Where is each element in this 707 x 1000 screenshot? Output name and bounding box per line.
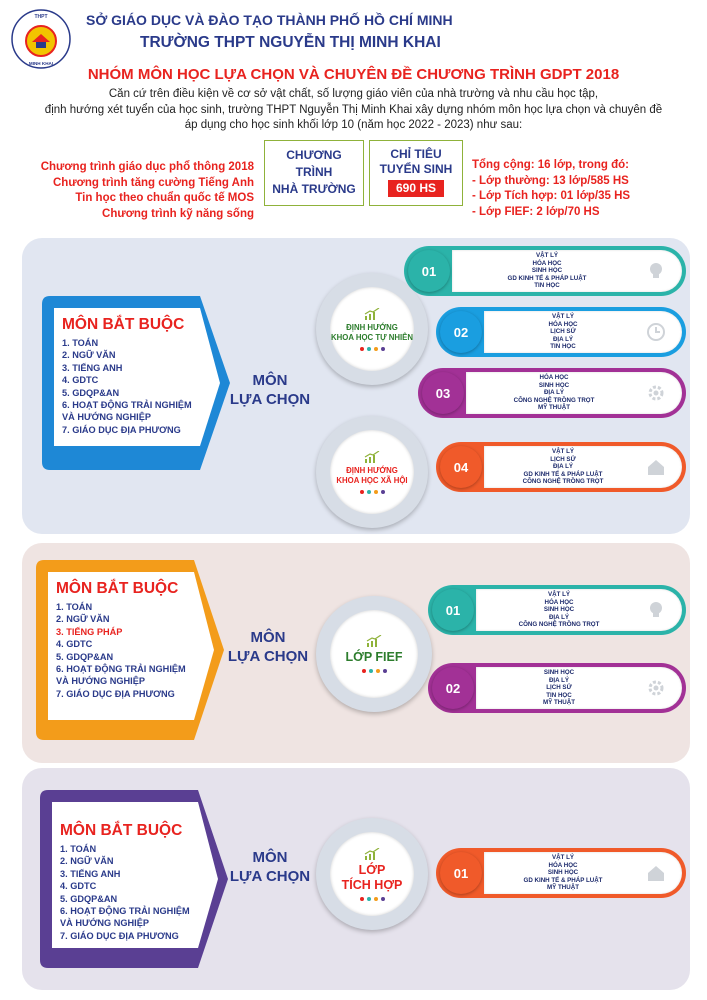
subject-item: HÓA HỌC: [532, 259, 562, 267]
group-number: 03: [422, 372, 464, 414]
program-list: [6, 160, 254, 222]
orientation-line: KHOA HỌC XÃ HỘI: [336, 475, 408, 485]
enrollment-quota-box: [369, 140, 463, 206]
required-title: MÔN BẮT BUỘC: [60, 822, 183, 839]
elective-label-line: LỰA CHỌN: [227, 648, 309, 665]
subject-item: ĐỊA LÝ: [552, 463, 574, 471]
subject-item: SINH HỌC: [547, 869, 579, 877]
required-item: VÀ HƯỚNG NGHIỆP: [62, 412, 151, 423]
subject-item: HÓA HỌC: [548, 320, 578, 328]
required-item: 2. NGỮ VĂN: [62, 350, 116, 361]
home-icon: [646, 457, 666, 477]
subject-item: CÔNG NGHỆ TRỒNG TRỌT: [513, 396, 595, 404]
group-subjects: [476, 667, 642, 709]
subject-group-03: [418, 368, 686, 418]
program-item: Tin học theo chuẩn quốc tế MOS: [75, 192, 254, 204]
program-item: Chương trình giáo dục phổ thông 2018: [40, 161, 254, 173]
intro-line: định hướng xét tuyển của học sinh, trường THPT Nguyễn Thị Minh Khai xây dựng nhóm môn học lựa chọn và chuyên đề: [44, 103, 663, 116]
orientation-integrated: [316, 818, 428, 930]
required-item: 5. GDQP&AN: [56, 651, 114, 662]
school-name: TRƯỜNG THPT NGUYỄN THỊ MINH KHAI: [140, 34, 441, 51]
subject-item: TIN HỌC: [550, 343, 576, 351]
group-number: 02: [440, 311, 482, 353]
orientation-line: LỚP: [358, 862, 386, 877]
required-item: 6. HOẠT ĐỘNG TRẢI NGHIỆM: [62, 400, 192, 411]
subject-item: LỊCH SỬ: [550, 328, 576, 336]
intro-line: áp dụng cho học sinh khối lớp 10 (năm học 2022 - 2023) như sau:: [184, 119, 523, 131]
subject-item: ĐỊA LÝ: [548, 613, 570, 621]
required-title: MÔN BẮT BUỘC: [62, 316, 185, 333]
elective-label-line: MÔN: [252, 849, 288, 866]
quota-line: TUYỂN SINH: [379, 162, 453, 176]
subject-item: GD KINH TẾ & PHÁP LUẬT: [523, 876, 603, 884]
required-item: 3. TIẾNG ANH: [60, 868, 121, 879]
orientation-line: LỚP FIEF: [345, 650, 403, 664]
required-item: 4. GDTC: [56, 639, 93, 650]
subject-group-02: [436, 307, 686, 357]
subject-item: VẬT LÝ: [547, 591, 570, 599]
required-item: 4. GDTC: [60, 881, 97, 892]
lightbulb-icon: [646, 261, 666, 281]
chart-icon: [366, 635, 382, 647]
required-item: VÀ HƯỚNG NGHIỆP: [60, 918, 149, 929]
svg-text:MINH KHAI: MINH KHAI: [28, 61, 54, 66]
required-item: 6. HOẠT ĐỘNG TRẢI NGHIỆM: [56, 664, 186, 675]
group-subjects: [484, 311, 642, 353]
class-breakdown: [472, 158, 702, 220]
elective-label-line: MÔN: [250, 629, 286, 646]
subject-group-01: [436, 848, 686, 898]
required-item: 3. TIẾNG PHÁP: [56, 626, 123, 637]
elective-label: [228, 371, 312, 409]
elective-label-line: LỰA CHỌN: [229, 391, 311, 408]
required-item: 5. GDQP&AN: [62, 387, 120, 398]
department-name: SỞ GIÁO DỤC VÀ ĐÀO TẠO THÀNH PHỐ HỒ CHÍ MINH: [86, 12, 453, 28]
elective-label: [228, 848, 312, 886]
required-item: 2. NGỮ VĂN: [60, 856, 114, 867]
breakdown-line: - Lớp FIEF: 2 lớp/70 HS: [472, 205, 600, 218]
required-item: 5. GDQP&AN: [60, 893, 118, 904]
clock-icon: [646, 322, 666, 342]
subject-item: LỊCH SỬ: [546, 684, 572, 692]
required-item: 1. TOÁN: [60, 844, 97, 854]
breakdown-line: - Lớp thường: 13 lớp/585 HS: [472, 174, 629, 187]
required-list: [60, 843, 190, 942]
orientation-natural-science: [316, 273, 428, 385]
dots-decoration: [360, 897, 385, 901]
program-item: Chương trình kỹ năng sống: [102, 207, 254, 220]
subject-item: TIN HỌC: [546, 691, 572, 699]
subject-item: SINH HỌC: [531, 267, 563, 275]
required-item: 7. GIÁO DỤC ĐỊA PHƯƠNG: [56, 688, 175, 699]
subject-item: VẬT LÝ: [535, 252, 558, 260]
subject-item: VẬT LÝ: [551, 854, 574, 862]
program-item: Chương trình tăng cường Tiếng Anh: [52, 176, 254, 189]
subject-item: GD KINH TẾ & PHÁP LUẬT: [507, 274, 587, 282]
subject-item: ĐỊA LÝ: [552, 335, 574, 343]
gear-icon: [646, 678, 666, 698]
subject-item: SINH HỌC: [538, 381, 570, 389]
required-title: MÔN BẮT BUỘC: [56, 580, 179, 597]
required-subjects-card: [40, 790, 230, 968]
orientation-social-science: [316, 416, 428, 528]
school-program-line: NHÀ TRƯỜNG: [272, 182, 356, 196]
subject-item: ĐỊA LÝ: [543, 389, 565, 397]
chart-icon: [364, 848, 380, 860]
required-item: VÀ HƯỚNG NGHIỆP: [56, 676, 145, 687]
required-item: 1. TOÁN: [62, 338, 99, 348]
svg-text:THPT: THPT: [34, 14, 48, 20]
subject-item: HÓA HỌC: [548, 861, 578, 869]
group-subjects: [476, 589, 642, 631]
elective-label-line: MÔN: [252, 372, 288, 389]
intro-line: Căn cứ trên điều kiện về cơ sở vật chất, số lượng giáo viên của nhà trường và nhu cầu học tập,: [108, 88, 599, 100]
required-item: 1. TOÁN: [56, 602, 93, 612]
group-subjects: [484, 852, 642, 894]
subject-item: CÔNG NGHỆ TRỒNG TRỌT: [518, 621, 600, 629]
quota-value: 690 HS: [388, 180, 444, 197]
school-program-box: [264, 140, 364, 206]
chart-icon: [364, 308, 380, 320]
page-title: NHÓM MÔN HỌC LỰA CHỌN VÀ CHUYÊN ĐỀ CHƯƠNG TRÌNH GDPT 2018: [87, 66, 620, 83]
subject-item: HÓA HỌC: [539, 374, 569, 382]
dots-decoration: [360, 490, 385, 494]
elective-label: [226, 628, 310, 666]
quota-line: CHỈ TIÊU: [390, 147, 442, 161]
school-logo: [10, 8, 72, 70]
required-item: 7. GIÁO DỤC ĐỊA PHƯƠNG: [60, 930, 179, 941]
required-list: [56, 601, 186, 700]
subject-item: TIN HỌC: [534, 282, 560, 290]
orientation-line: ĐỊNH HƯỚNG: [346, 465, 398, 475]
group-subjects: [484, 446, 642, 488]
breakdown-line: Tổng cộng: 16 lớp, trong đó:: [472, 159, 630, 171]
home-icon: [646, 863, 666, 883]
required-item: 2. NGỮ VĂN: [56, 614, 110, 625]
school-program-line: CHƯƠNG: [286, 148, 342, 162]
required-item: 7. GIÁO DỤC ĐỊA PHƯƠNG: [62, 424, 181, 435]
breakdown-line: - Lớp Tích hợp: 01 lớp/35 HS: [472, 190, 631, 202]
subject-item: VẬT LÝ: [551, 313, 574, 321]
subject-item: CÔNG NGHỆ TRỒNG TRỌT: [522, 478, 604, 486]
group-number: 02: [432, 667, 474, 709]
subject-group-01: [428, 585, 686, 635]
required-subjects-card: [36, 560, 226, 740]
dots-decoration: [360, 347, 385, 351]
subject-group-02: [428, 663, 686, 713]
subject-item: ĐỊA LÝ: [548, 676, 570, 684]
elective-label-line: LỰA CHỌN: [229, 868, 311, 885]
intro-text: [4, 87, 703, 134]
subject-item: SINH HỌC: [543, 669, 575, 677]
required-item: 3. TIẾNG ANH: [62, 362, 123, 373]
subject-group-04: [436, 442, 686, 492]
chart-icon: [364, 451, 380, 463]
gear-icon: [646, 383, 666, 403]
subject-group-01: [404, 246, 686, 296]
group-subjects: [452, 250, 642, 292]
subject-item: VẬT LÝ: [551, 448, 574, 456]
subject-item: SINH HỌC: [543, 606, 575, 614]
subject-item: MỸ THUẬT: [543, 699, 575, 707]
orientation-line: KHOA HỌC TỰ NHIÊN: [331, 332, 413, 342]
required-subjects-card: [42, 296, 232, 470]
orientation-fief: [316, 596, 432, 712]
subject-item: HÓA HỌC: [544, 598, 574, 606]
group-number: 01: [432, 589, 474, 631]
school-program-line: TRÌNH: [295, 165, 333, 179]
dots-decoration: [362, 669, 387, 673]
subject-item: MỸ THUẬT: [538, 404, 570, 412]
required-list: [62, 337, 192, 436]
group-number: 01: [440, 852, 482, 894]
group-number: 04: [440, 446, 482, 488]
group-subjects: [466, 372, 642, 414]
required-item: 4. GDTC: [62, 375, 99, 386]
subject-item: MỸ THUẬT: [547, 884, 579, 892]
orientation-line: TÍCH HỢP: [341, 877, 403, 892]
required-item: 6. HOẠT ĐỘNG TRẢI NGHIỆM: [60, 906, 190, 917]
group-number: 01: [408, 250, 450, 292]
orientation-line: ĐỊNH HƯỚNG: [346, 322, 398, 332]
subject-item: LỊCH SỬ: [550, 455, 576, 463]
subject-item: GD KINH TẾ & PHÁP LUẬT: [523, 470, 603, 478]
lightbulb-icon: [646, 600, 666, 620]
